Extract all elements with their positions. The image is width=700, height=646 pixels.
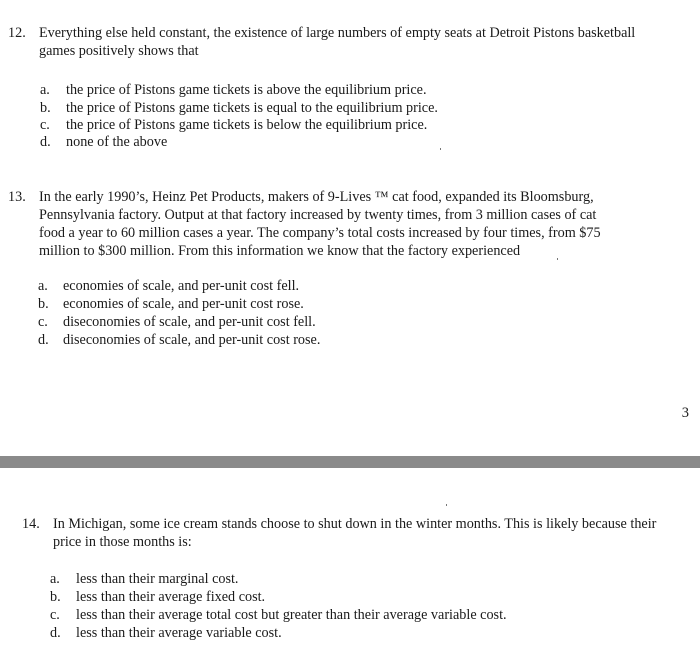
- option-text: the price of Pistons game tickets is below the equilibrium price.: [66, 117, 428, 133]
- question-text-line: In Michigan, some ice cream stands choose to shut down in the winter months. This is likely because their: [53, 516, 657, 532]
- option-text: less than their marginal cost.: [76, 571, 239, 587]
- scan-speck: [557, 258, 558, 260]
- question-number: 14.: [22, 516, 40, 532]
- question-text-line: In the early 1990’s, Heinz Pet Products, makers of 9-Lives ™ cat food, expanded its Bloomsburg,: [39, 189, 594, 205]
- option-letter: a.: [38, 278, 48, 294]
- question-12: [8, 24, 698, 164]
- option-text: less than their average variable cost.: [76, 625, 282, 641]
- scan-speck: [446, 504, 447, 506]
- option-letter: b.: [50, 589, 61, 605]
- option-text: none of the above: [66, 134, 168, 150]
- option-letter: b.: [40, 100, 51, 116]
- option-letter: a.: [40, 82, 50, 98]
- option-text: the price of Pistons game tickets is above the equilibrium price.: [66, 82, 427, 98]
- option-letter: d.: [50, 625, 61, 641]
- document-page-lower: [0, 468, 700, 646]
- question-text-line: games positively shows that: [39, 43, 199, 59]
- option-letter: b.: [38, 296, 49, 312]
- page-divider: [0, 456, 700, 468]
- option-text: economies of scale, and per-unit cost fell.: [63, 278, 300, 294]
- option-text: less than their average fixed cost.: [76, 589, 266, 605]
- option-letter: c.: [40, 117, 50, 133]
- option-text: the price of Pistons game tickets is equal to the equilibrium price.: [66, 100, 438, 116]
- option-letter: c.: [50, 607, 60, 623]
- option-text: diseconomies of scale, and per-unit cost rose.: [63, 332, 321, 348]
- page-number: 3: [681, 405, 689, 421]
- option-letter: a.: [50, 571, 60, 587]
- option-text: diseconomies of scale, and per-unit cost fell.: [63, 314, 316, 330]
- scan-speck: [440, 148, 441, 150]
- question-14: [22, 515, 700, 645]
- question-text-line: price in those months is:: [53, 534, 192, 550]
- question-number: 12.: [8, 25, 26, 41]
- question-13: [8, 188, 698, 358]
- option-letter: c.: [38, 314, 48, 330]
- question-text-line: Everything else held constant, the existence of large numbers of empty seats at Detroit Pistons basketball: [39, 25, 636, 41]
- option-letter: d.: [40, 134, 51, 150]
- question-text-line: Pennsylvania factory. Output at that factory increased by twenty times, from 3 million cases of cat: [39, 207, 597, 223]
- question-text-line: food a year to 60 million cases a year. The company’s total costs increased by four times, from $75: [39, 225, 601, 241]
- option-text: economies of scale, and per-unit cost rose.: [63, 296, 304, 312]
- question-number: 13.: [8, 189, 26, 205]
- option-text: less than their average total cost but greater than their average variable cost.: [76, 607, 507, 623]
- option-letter: d.: [38, 332, 49, 348]
- question-text-line: million to $300 million. From this information we know that the factory experienced: [39, 243, 521, 259]
